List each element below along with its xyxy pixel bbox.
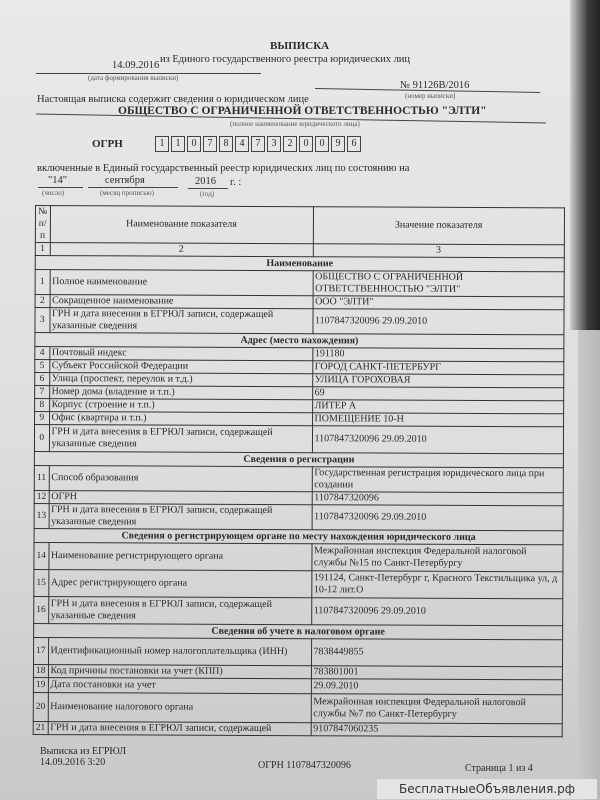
year-caption: (год): [200, 190, 215, 198]
ogrn-digit: 7: [203, 136, 217, 152]
row-number: 1: [35, 270, 50, 295]
row-value: 9107847060235: [311, 723, 563, 737]
row-value: 1107847320096: [312, 492, 564, 506]
row-name: Сокращенное наименование: [50, 295, 313, 309]
watermark: БесплатныеОбъявления.рф: [377, 779, 597, 799]
row-value: 1107847320096 29.09.2010: [312, 426, 564, 454]
row-value: 1107847320096 29.09.2010: [311, 598, 563, 626]
row-name: Код причины постановки на учет (КПП): [48, 665, 311, 679]
section-title: Адрес (место нахождения): [35, 333, 564, 349]
row-name: Почтовый индекс: [49, 347, 312, 361]
row-number: 16: [34, 596, 49, 623]
row-name: Дата постановки на учет: [48, 678, 311, 694]
row-number: 7: [35, 386, 50, 399]
row-value: 1107847320096 29.09.2010: [312, 505, 564, 531]
section-title: Сведения об учете в налоговом органе: [34, 623, 563, 639]
row-name: Номер дома (владение и т.п.): [49, 386, 312, 400]
row-name: Офис (квартира и т.п.): [49, 412, 312, 426]
table-row: [33, 637, 562, 666]
row-value: 191124, Санкт-Петербург г, Красного Текстильщика ул, д 10-12 лит.О: [311, 571, 563, 599]
entity-name: ОБЩЕСТВО С ОГРАНИЧЕННОЙ ОТВЕТСТВЕННОСТЬЮ "ЭЛТИ": [118, 105, 487, 117]
extract-number: № 91126В/2016: [400, 80, 470, 91]
colnum: 3: [313, 244, 565, 258]
row-number: 4: [35, 347, 50, 360]
entity-caption: (полное наименование юридического лица): [230, 120, 360, 128]
table-row: [33, 692, 562, 723]
table-row: [34, 465, 563, 492]
row-value: 783801001: [311, 666, 563, 680]
row-name: ГРН и дата внесения в ЕГРЮЛ записи, содержащей указанные сведения: [49, 425, 312, 453]
background-edge: [578, 330, 600, 800]
row-value: 7838449855: [311, 639, 563, 667]
row-name: ГРН и дата внесения в ЕГРЮЛ записи, содержащей указанные сведения: [48, 597, 311, 625]
row-number: 0: [34, 425, 49, 452]
col-header-value: Значение показателя: [313, 207, 565, 245]
row-number: 8: [35, 399, 50, 412]
ogrn-digit: 6: [347, 136, 361, 152]
row-name: Корпус (строение и т.п.): [49, 399, 312, 413]
col-header-num: № п/п: [35, 206, 50, 243]
ogrn-digit: 3: [267, 136, 281, 152]
row-value: Межрайонная инспекция Федеральной налоговой службы №7 по Санкт-Петербургу: [311, 694, 563, 724]
year-suffix: г. :: [230, 177, 242, 188]
day-caption: (число): [42, 189, 65, 197]
footer-page: Страница 1 из 4: [465, 763, 533, 774]
row-number: 5: [35, 360, 50, 373]
table-row: [35, 270, 564, 297]
doc-title: ВЫПИСКА: [270, 40, 330, 52]
extract-date: 14.09.2016: [112, 60, 160, 71]
table-row: [34, 503, 563, 530]
ogrn-label: ОГРН: [92, 138, 123, 150]
row-number: 9: [35, 412, 50, 425]
table-row: [34, 569, 563, 598]
row-value: ГОРОД САНКТ-ПЕТЕРБУРГ: [312, 361, 564, 375]
colnum: 1: [35, 243, 50, 256]
ogrn-digit: 1: [171, 136, 185, 152]
doc-subtitle: из Единого государственного реестра юридических лиц: [160, 54, 411, 65]
row-value: 29.09.2010: [311, 679, 563, 695]
row-value: ЛИТЕР А: [312, 400, 564, 414]
ogrn-digit: 9: [331, 136, 345, 152]
col-header-name: Наименование показателя: [50, 206, 313, 244]
row-value: ПОМЕЩЕНИЕ 10-Н: [312, 413, 564, 427]
row-name: Полное наименование: [50, 270, 313, 296]
egrul-table: [33, 205, 565, 737]
row-number: 11: [34, 465, 49, 490]
ogrn-digit: 1: [155, 136, 169, 152]
ogrn-digit: 0: [299, 136, 313, 152]
row-value: ОБЩЕСТВО С ОГРАНИЧЕННОЙ ОТВЕТСТВЕННОСТЬЮ "ЭЛТИ": [313, 271, 565, 297]
table-row: [34, 542, 563, 571]
row-number: 6: [35, 373, 50, 386]
row-number: 20: [33, 692, 48, 721]
row-name: Адрес регистрирующего органа: [48, 570, 311, 598]
table-row: [34, 425, 563, 454]
ogrn-digit: 2: [283, 136, 297, 152]
row-name: Способ образования: [49, 466, 312, 492]
ogrn-digit: 7: [251, 136, 265, 152]
month-caption: (месяц прописью): [100, 189, 154, 197]
ogrn-digit: 0: [187, 136, 201, 152]
background-edge: [570, 0, 600, 330]
row-value: ООО "ЭЛТИ": [313, 296, 565, 310]
month: сентября: [105, 175, 145, 186]
table-header-row: [35, 206, 564, 245]
row-number: 2: [35, 295, 50, 308]
footer-ogrn: ОГРН 1107847320096: [258, 760, 351, 771]
included-text: включенные в Единый государственный реестр юридических лиц по состоянию на: [37, 163, 410, 174]
row-name: Наименование регистрирующего органа: [48, 543, 311, 571]
row-name: ОГРН: [49, 491, 312, 505]
number-caption: (номер выписки): [405, 92, 456, 100]
row-value: 69: [312, 387, 564, 401]
ogrn-digit-boxes: [155, 136, 363, 152]
table-row: [35, 308, 564, 335]
table-row: [34, 596, 563, 625]
footer-datetime: 14.09.2016 3:20: [40, 757, 106, 768]
row-value: Государственная регистрация юридического лица при создании: [312, 467, 564, 493]
row-name: ГРН и дата внесения в ЕГРЮЛ записи, содержащей указанные сведения: [49, 504, 312, 530]
ogrn-digit: 0: [315, 136, 329, 152]
row-number: 14: [34, 542, 49, 569]
row-number: 21: [33, 721, 48, 734]
intro-text: Настоящая выписка содержит сведения о юридическом лице: [37, 94, 309, 105]
row-value: 191180: [312, 348, 564, 362]
day: "14": [48, 175, 68, 186]
row-number: 15: [34, 569, 49, 596]
row-number: 18: [33, 664, 48, 677]
row-value: Межрайонная инспекция Федеральной налоговой службы №15 по Санкт-Петербургу: [311, 544, 563, 572]
date-caption: (дата формирования выписки): [88, 74, 179, 82]
section-title: Наименование: [35, 256, 564, 272]
colnum: 2: [50, 243, 313, 257]
row-number: 3: [35, 308, 50, 333]
row-value: УЛИЦА ГОРОХОВАЯ: [312, 374, 564, 388]
year: 2016: [195, 176, 216, 187]
row-name: ГРН и дата внесения в ЕГРЮЛ записи, содержащей: [48, 722, 311, 736]
table-row: [33, 721, 562, 736]
row-name: ГРН и дата внесения в ЕГРЮЛ записи, содержащей указанные сведения: [49, 308, 312, 334]
row-name: Улица (проспект, переулок и т.д.): [49, 373, 312, 387]
row-number: 12: [34, 490, 49, 503]
section-title: Сведения о регистрирующем органе по месту нахождения юридического лица: [34, 528, 563, 544]
row-number: 17: [33, 637, 48, 664]
row-name: Наименование налогового органа: [48, 693, 311, 723]
row-value: 1107847320096 29.09.2010: [312, 309, 564, 335]
section-title: Сведения о регистрации: [34, 451, 563, 467]
row-name: Субъект Российской Федерации: [49, 360, 312, 374]
ogrn-digit: 4: [235, 136, 249, 152]
ogrn-digit: 8: [219, 136, 233, 152]
row-number: 19: [33, 677, 48, 692]
row-number: 13: [34, 503, 49, 528]
row-name: Идентификационный номер налогоплательщика (ИНН): [48, 638, 311, 666]
footer-doc: Выписка из ЕГРЮЛ: [40, 746, 126, 757]
